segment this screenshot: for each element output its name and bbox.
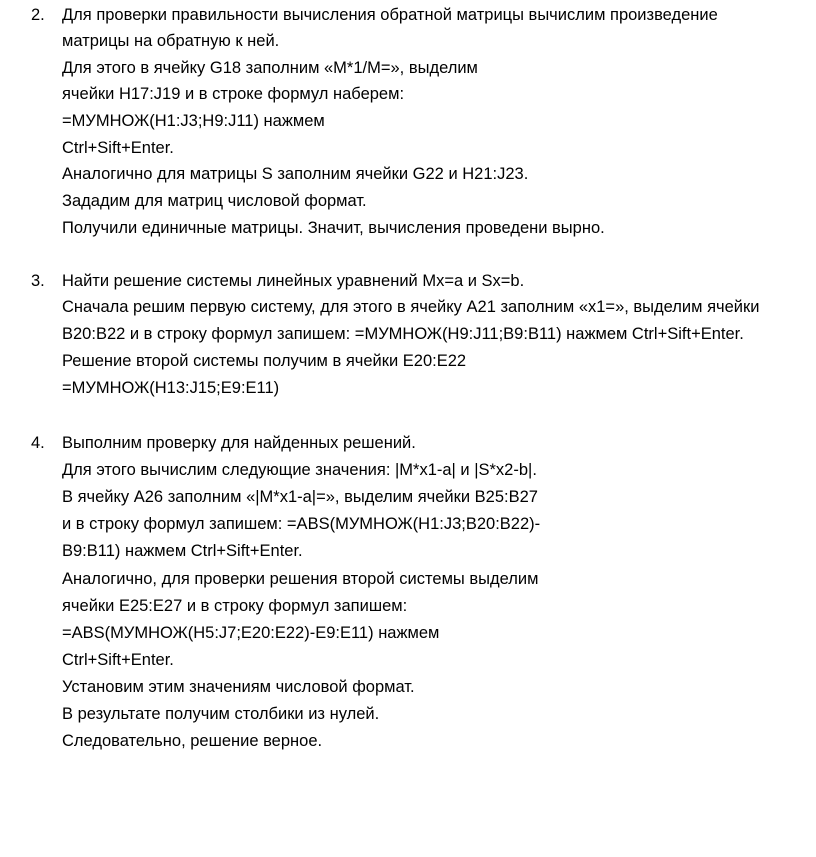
text-line: =ABS(МУМНОЖ(H5:J7;E20:E22)-E9:E11) нажмем [62, 624, 440, 642]
text-line: Установим этим значениям числовой формат. [62, 678, 415, 696]
item-number: 2. [31, 6, 45, 24]
text-line: и в строку формул запишем: =ABS(МУМНОЖ(H1:J3;B20:B22)- [62, 515, 541, 533]
text-line: Ctrl+Sift+Enter. [62, 139, 174, 157]
text-line: =МУМНОЖ(H1:J3;H9:J11) нажмем [62, 112, 325, 130]
text-line: =МУМНОЖ(H13:J15;E9:E11) [62, 379, 280, 397]
text-line: Ctrl+Sift+Enter. [62, 651, 174, 669]
text-line: B9:B11) нажмем Ctrl+Sift+Enter. [62, 542, 303, 560]
text-line: Следовательно, решение верное. [62, 732, 323, 750]
text-line: Сначала решим первую систему, для этого в ячейку А21 заполним «x1=», выделим ячейки [62, 298, 760, 316]
text-line: ячейки E25:E27 и в строку формул запишем: [62, 597, 408, 615]
text-line: Аналогично, для проверки решения второй системы выделим [62, 570, 539, 588]
text-line: Найти решение системы линейных уравнений Mx=a и Sx=b. [62, 272, 525, 290]
text-line: Зададим для матриц числовой формат. [62, 192, 367, 210]
text-line: Для этого в ячейку G18 заполним «М*1/М=», выделим [62, 59, 478, 77]
text-line: Для этого вычислим следующие значения: |M*x1-a| и |S*x2-b|. [62, 461, 537, 479]
text-line: Для проверки правильности вычисления обратной матрицы вычислим произведение [62, 6, 718, 24]
text-line: матрицы на обратную к ней. [62, 32, 280, 50]
item-number: 3. [31, 272, 45, 290]
text-line: Аналогично для матрицы S заполним ячейки G22 и H21:J23. [62, 165, 529, 183]
text-line: B20:B22 и в строку формул запишем: =МУМНОЖ(H9:J11;B9:B11) нажмем Ctrl+Sift+Enter. [62, 325, 744, 343]
text-line: Получили единичные матрицы. Значит, вычисления проведени вырно. [62, 219, 605, 237]
text-line: В результате получим столбики из нулей. [62, 705, 380, 723]
text-line: Выполним проверку для найденных решений. [62, 434, 416, 452]
text-line: Решение второй системы получим в ячейки E20:E22 [62, 352, 467, 370]
item-number: 4. [31, 434, 45, 452]
text-line: В ячейку А26 заполним «|M*x1-a|=», выделим ячейки B25:B27 [62, 488, 538, 506]
text-line: ячейки H17:J19 и в строке формул наберем: [62, 85, 405, 103]
